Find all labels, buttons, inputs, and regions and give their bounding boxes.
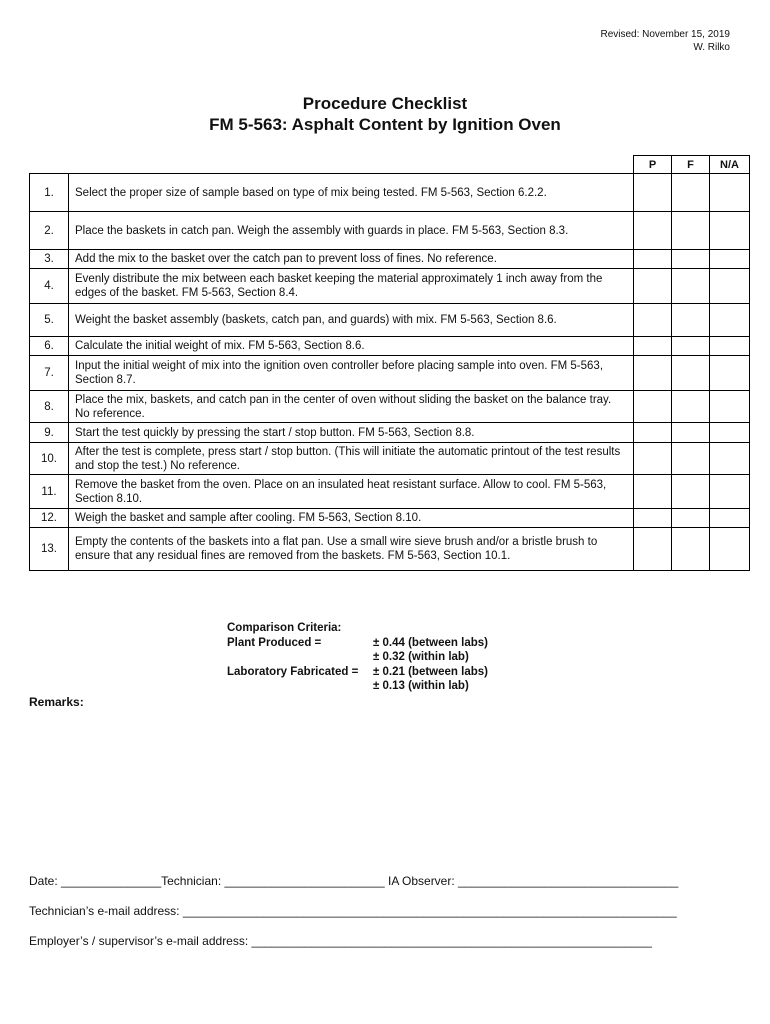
pass-box[interactable] (634, 337, 672, 356)
na-box[interactable] (710, 356, 750, 391)
table-row (30, 423, 750, 443)
table-row (30, 174, 750, 212)
na-box[interactable] (710, 250, 750, 269)
remarks-label: Remarks: (29, 695, 84, 709)
fail-box[interactable] (672, 337, 710, 356)
pass-box[interactable] (634, 423, 672, 443)
plant-produced-label: Plant Produced = (227, 636, 322, 649)
revision-author: W. Rilko (693, 42, 730, 53)
checklist-table (29, 155, 750, 571)
step-description: Evenly distribute the mix between each basket keeping the material approximately 1 inch away from the edges of the basket. FM 5-563, Section 8.4. (69, 269, 634, 304)
page-subtitle: FM 5-563: Asphalt Content by Ignition Oven (209, 115, 561, 134)
table-row (30, 443, 750, 475)
na-box[interactable] (710, 475, 750, 509)
table-row (30, 337, 750, 356)
table-row (30, 391, 750, 423)
lab-fabricated-label: Laboratory Fabricated = (227, 665, 359, 678)
fail-box[interactable] (672, 250, 710, 269)
step-number: 12. (30, 509, 69, 528)
table-row (30, 475, 750, 509)
pass-box[interactable] (634, 509, 672, 528)
plant-within-lab: ± 0.32 (within lab) (373, 651, 469, 663)
fail-box[interactable] (672, 443, 710, 475)
fail-box[interactable] (672, 423, 710, 443)
na-box[interactable] (710, 212, 750, 250)
step-description: Input the initial weight of mix into the ignition oven controller before placing sample into oven. FM 5-563, Section 8.7. (69, 356, 634, 391)
step-number: 13. (30, 528, 69, 571)
page-title: Procedure Checklist (302, 94, 468, 113)
step-description: Select the proper size of sample based on type of mix being tested. FM 5-563, Section 6.2.2. (69, 174, 634, 212)
fail-box[interactable] (672, 509, 710, 528)
step-number: 5. (30, 304, 69, 337)
step-number: 3. (30, 250, 69, 269)
step-number: 4. (30, 269, 69, 304)
table-row (30, 269, 750, 304)
pass-box[interactable] (634, 269, 672, 304)
revision-info (600, 28, 730, 54)
step-description: Place the baskets in catch pan. Weigh the assembly with guards in place. FM 5-563, Section 8.3. (69, 212, 634, 250)
step-number: 8. (30, 391, 69, 423)
step-number: 2. (30, 212, 69, 250)
plant-between-labs: ± 0.44 (between labs) (373, 636, 488, 649)
employer-email-line[interactable]: Employer’s / supervisor’s e-mail address: ____________________________________________________________ (29, 934, 652, 948)
step-description: After the test is complete, press start / stop button. (This will initiate the automatic printout of the test results and stop the test.) No reference. (69, 443, 634, 475)
step-number: 9. (30, 423, 69, 443)
na-box[interactable] (710, 528, 750, 571)
step-number: 11. (30, 475, 69, 509)
na-box[interactable] (710, 269, 750, 304)
table-row (30, 250, 750, 269)
fail-box[interactable] (672, 475, 710, 509)
step-number: 6. (30, 337, 69, 356)
column-header-p: P (634, 156, 672, 174)
fail-box[interactable] (672, 528, 710, 571)
na-box[interactable] (710, 304, 750, 337)
step-description: Calculate the initial weight of mix. FM 5-563, Section 8.6. (69, 337, 634, 356)
revised-date: Revised: November 15, 2019 (600, 29, 730, 40)
lab-within-lab: ± 0.13 (within lab) (373, 680, 469, 692)
na-box[interactable] (710, 423, 750, 443)
fail-box[interactable] (672, 269, 710, 304)
table-row (30, 304, 750, 337)
date-technician-observer-line[interactable]: Date: _______________Technician: ________________________ IA Observer: _________________________________ (29, 874, 679, 888)
header-spacer (69, 156, 634, 174)
fail-box[interactable] (672, 212, 710, 250)
fail-box[interactable] (672, 356, 710, 391)
step-description: Place the mix, baskets, and catch pan in the center of oven without sliding the basket on the balance tray. No reference. (69, 391, 634, 423)
fail-box[interactable] (672, 304, 710, 337)
step-number: 1. (30, 174, 69, 212)
table-header-row (30, 156, 750, 174)
pass-box[interactable] (634, 212, 672, 250)
pass-box[interactable] (634, 356, 672, 391)
step-description: Add the mix to the basket over the catch pan to prevent loss of fines. No reference. (69, 250, 634, 269)
pass-box[interactable] (634, 443, 672, 475)
pass-box[interactable] (634, 304, 672, 337)
fail-box[interactable] (672, 391, 710, 423)
header-spacer (30, 156, 69, 174)
step-description: Start the test quickly by pressing the start / stop button. FM 5-563, Section 8.8. (69, 423, 634, 443)
table-row (30, 509, 750, 528)
pass-box[interactable] (634, 174, 672, 212)
step-description: Empty the contents of the baskets into a flat pan. Use a small wire sieve brush and/or a bristle brush to ensure that any residual fines are removed from the baskets. FM 5-563, Section 10.1. (69, 528, 634, 571)
na-box[interactable] (710, 443, 750, 475)
step-description: Weight the basket assembly (baskets, catch pan, and guards) with mix. FM 5-563, Section 8.6. (69, 304, 634, 337)
table-row (30, 528, 750, 571)
na-box[interactable] (710, 174, 750, 212)
pass-box[interactable] (634, 475, 672, 509)
pass-box[interactable] (634, 250, 672, 269)
pass-box[interactable] (634, 528, 672, 571)
na-box[interactable] (710, 509, 750, 528)
step-number: 7. (30, 356, 69, 391)
lab-between-labs: ± 0.21 (between labs) (373, 665, 488, 678)
table-row (30, 356, 750, 391)
technician-email-line[interactable]: Technician’s e-mail address: __________________________________________________________________________ (29, 904, 677, 918)
step-description: Weigh the basket and sample after cooling. FM 5-563, Section 8.10. (69, 509, 634, 528)
na-box[interactable] (710, 337, 750, 356)
na-box[interactable] (710, 391, 750, 423)
column-header-f: F (672, 156, 710, 174)
fail-box[interactable] (672, 174, 710, 212)
step-number: 10. (30, 443, 69, 475)
pass-box[interactable] (634, 391, 672, 423)
table-row (30, 212, 750, 250)
column-header-na: N/A (710, 156, 750, 174)
step-description: Remove the basket from the oven. Place on an insulated heat resistant surface. Allow to cool. FM 5-563, Section 8.10. (69, 475, 634, 509)
criteria-heading: Comparison Criteria: (227, 622, 342, 634)
